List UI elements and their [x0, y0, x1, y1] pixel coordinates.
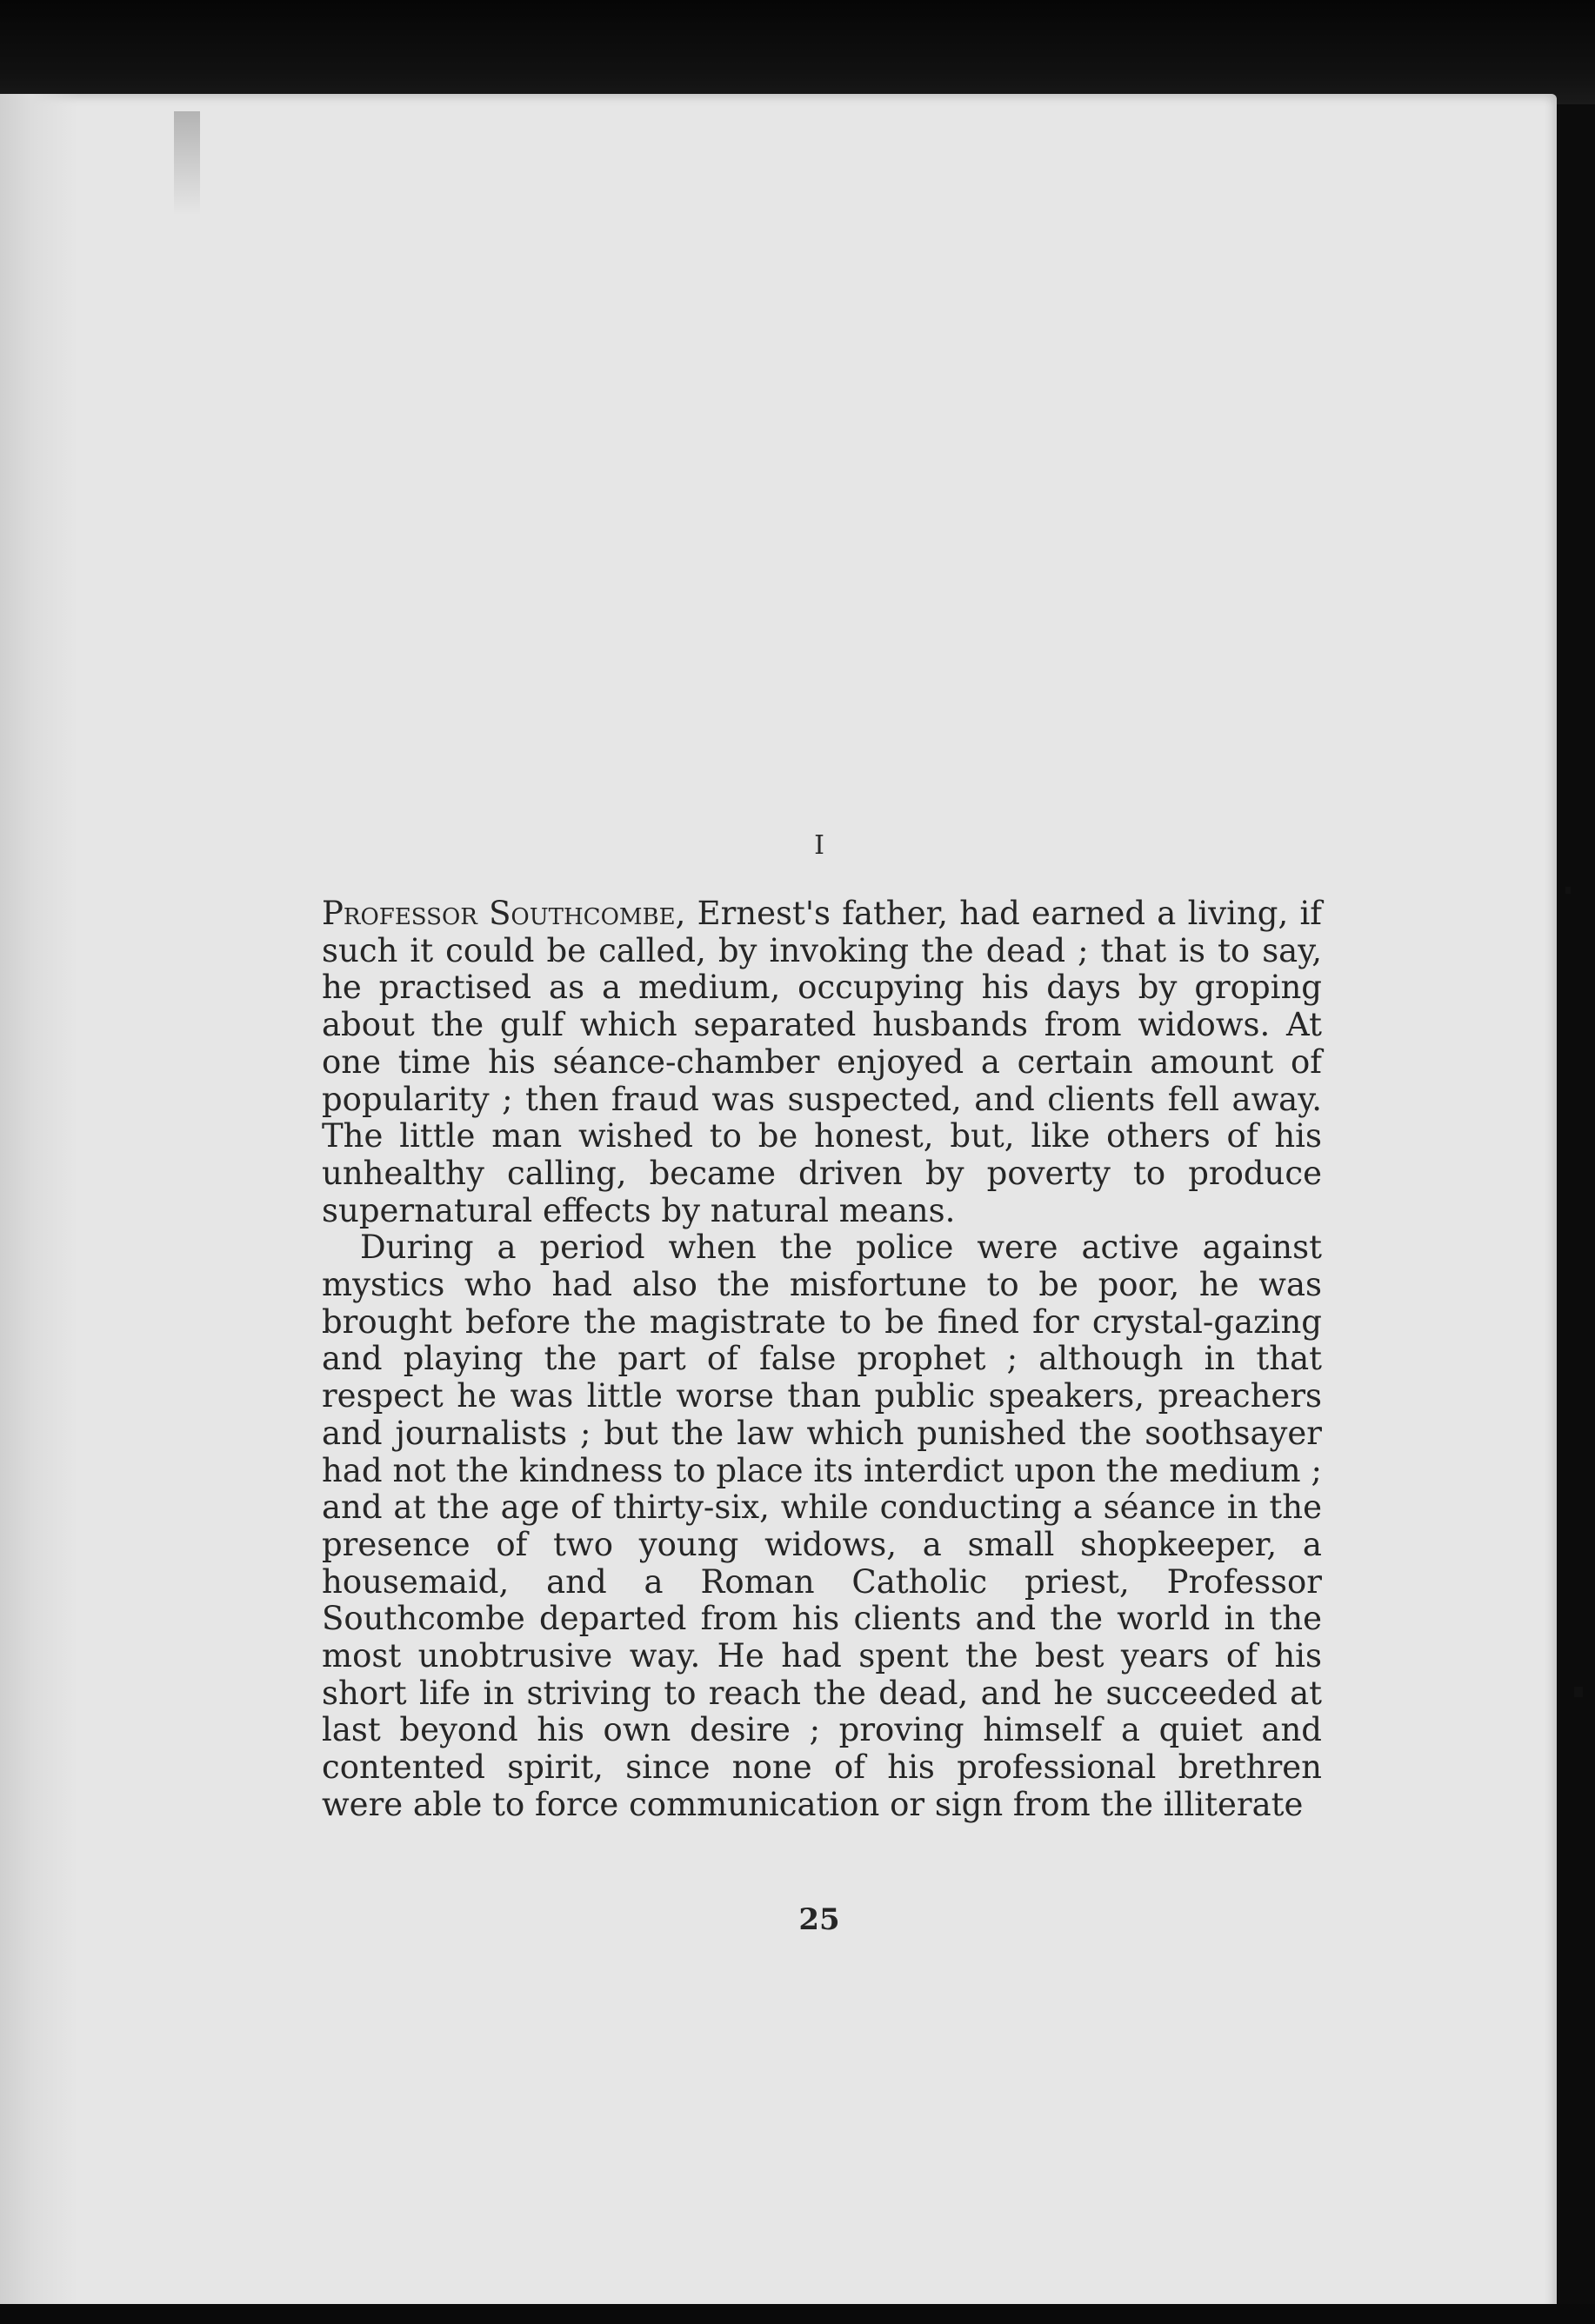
- paragraph: During a period when the police were active against mystics who had also the misfortune to be poor, he was brought before the magistrate to be fined for crystal-gazing and playing the part of false prophet ; although in that respect he was little worse than public speakers, preachers and journalists ; but the law which punished the soothsayer had not the kindness to place its interdict upon the medium ; and at the age of thirty-six, while conducting a séance in the presence of two young widows, a small shopkeeper, a housemaid, and a Roman Catholic priest, Professor Southcombe departed from his clients and the world in the most unobtrusive way. He had spent the best years of his short life in striving to reach the dead, and he succeeded at last beyond his own desire ; proving himself a quiet and contented spirit, since none of his professional brethren were able to force communication or sign from the illiterate: [322, 1229, 1322, 1823]
- page-number: 25: [798, 1902, 840, 1937]
- scan-speck: [1565, 887, 1571, 894]
- paragraph: [322, 896, 1322, 1229]
- scan-border-bottom: [0, 2304, 1595, 2324]
- paragraph-lead-smallcaps: Professor Southcombe: [322, 895, 676, 932]
- scan-border-top: [0, 0, 1595, 104]
- scan-speck: [1574, 1687, 1583, 1697]
- chapter-number: I: [814, 830, 824, 861]
- page-gutter-shadow: [0, 94, 78, 2311]
- body-text: [322, 896, 1322, 1824]
- paragraph-text: , Ernest's father, had earned a living, if such it could be called, by invoking the dead ; that is to say, he practised as a medium, occupying his days by groping about the gulf which separated husbands from widows. At one time his séance-chamber enjoyed a certain amount of popularity ; then fraud was suspected, and clients fell away. The little man wished to be honest, but, like others of his unhealthy calling, became driven by poverty to produce supernatural effects by natural means.: [322, 895, 1323, 1229]
- scan-smudge: [174, 111, 200, 216]
